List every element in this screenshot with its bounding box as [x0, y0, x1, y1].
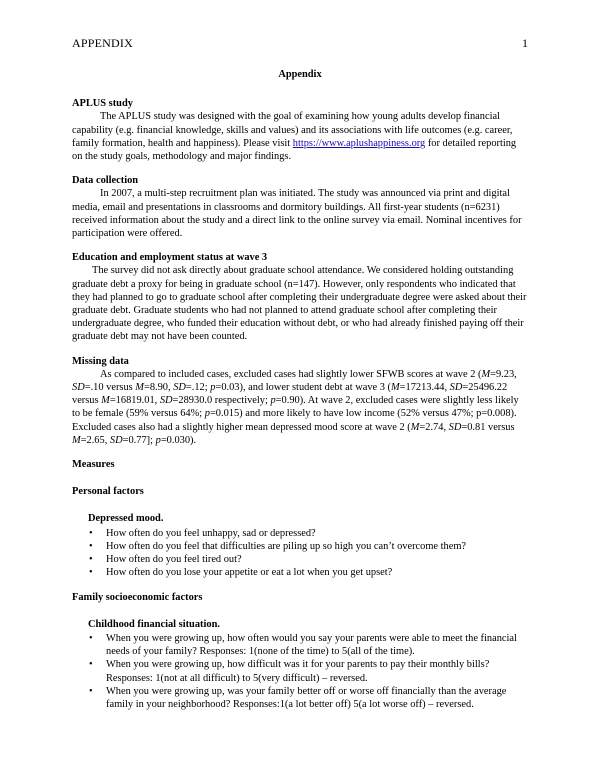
subheading-childhood-financial: Childhood financial situation. — [88, 618, 220, 630]
text-run: =0.77]; — [122, 434, 156, 446]
text-run: As compared to included cases, excluded cases had slightly lower SFWB scores at wave 2 ( — [100, 368, 482, 380]
text-run: =9.23, — [490, 368, 517, 380]
childhood-financial-list — [72, 632, 528, 711]
text-run: =17213.44, — [399, 382, 450, 394]
stat-symbol: M — [410, 421, 420, 433]
running-head: APPENDIX — [72, 36, 133, 50]
page-title: Appendix — [278, 69, 322, 80]
bullet-icon: • — [89, 685, 93, 697]
stat-symbol: M — [72, 434, 81, 446]
list-item — [72, 566, 528, 579]
aplus-paragraph — [72, 110, 528, 163]
list-item-text: When you were growing up, how difficult was it for your parents to pay their monthly bills? Responses: 1(not at all difficult) to 5(very difficult) – reversed. — [106, 659, 490, 684]
stat-symbol: M — [135, 382, 144, 394]
stat-symbol: p — [204, 408, 210, 420]
section-heading-education: Education and employment status at wave 3 — [72, 252, 268, 264]
stat-symbol: p — [270, 395, 276, 407]
text-run: =.10 versus — [84, 382, 136, 394]
stat-symbol: p — [210, 382, 216, 394]
bullet-icon: • — [89, 554, 93, 566]
stat-symbol: SD — [159, 395, 173, 407]
text-run: =0.81 versus — [461, 421, 515, 433]
page-number: 1 — [522, 36, 528, 50]
text-run: =2.74, — [419, 421, 449, 433]
section-heading-aplus: APLUS study — [72, 98, 133, 110]
list-item — [72, 540, 528, 553]
stat-symbol: M — [481, 368, 491, 380]
stat-symbol: SD — [173, 382, 186, 394]
stat-symbol: SD — [449, 382, 463, 394]
stat-symbol: SD — [72, 382, 85, 394]
section-heading-measures: Measures — [72, 459, 115, 471]
list-item-text: How often do you feel tired out? — [106, 554, 242, 566]
list-item — [72, 553, 528, 566]
stat-symbol: p — [155, 434, 161, 446]
list-item-text: How often do you feel unhappy, sad or depressed? — [106, 527, 316, 539]
bullet-icon: • — [89, 527, 93, 539]
text-run: =0.030). — [160, 434, 197, 446]
text-run: =0.03), and lower student debt at wave 3 ( — [215, 382, 391, 394]
text-run: =8.90, — [143, 382, 174, 394]
list-item — [72, 632, 528, 658]
stat-symbol: M — [101, 395, 110, 407]
document-body — [72, 68, 528, 711]
text-run: =28930.0 respectively; — [172, 395, 271, 407]
list-item — [72, 685, 528, 711]
list-item-text: How often do you feel that difficulties are piling up so high you can’t overcome them? — [106, 540, 467, 552]
stat-symbol: SD — [448, 421, 462, 433]
list-item — [72, 658, 528, 684]
list-item-text: When you were growing up, was your family better off or worse off financially than the average family in your neighborhood? Responses:1(a lot better off) 5(a lot worse off) – reversed. — [106, 685, 507, 710]
text-run: =0.90). At wave 2, excluded cases were slightly less likely to be female (59% versus 64%; — [72, 395, 519, 420]
text-run: =16819.01, — [109, 395, 160, 407]
bullet-icon: • — [89, 540, 93, 552]
section-heading-data-collection: Data collection — [72, 175, 139, 187]
education-paragraph: The survey did not ask directly about graduate school attendance. We considered holding outstanding graduate debt a proxy for being in graduate school (n=147). However, only respondents who indicated that they had planned to go to graduate school after completing their undergraduate degree were asked about their graduate debt. Graduate students who had not planned to attend graduate school after completing their undergraduate degree, who funded their education without debt, or who had already finished paying off their graduate debt may not have been counted. — [72, 265, 527, 343]
text-run: =25496.22 versus — [72, 382, 508, 407]
bullet-icon: • — [89, 632, 93, 644]
subheading-depressed-mood: Depressed mood. — [88, 513, 164, 525]
stat-symbol: M — [390, 382, 400, 394]
bullet-icon: • — [89, 659, 93, 671]
text-run: =.12; — [185, 382, 211, 394]
text-run: =0.015) and more likely to have low income (52% versus 47%; p=0.008). Excluded cases also had a slightly higher mean depressed mood score at wave 2 ( — [72, 408, 517, 433]
aplus-text-2: for detailed reporting on the study goals, methodology and major findings. — [72, 137, 517, 163]
section-heading-family-factors: Family socioeconomic factors — [72, 591, 203, 603]
aplus-text-1: The APLUS study was designed with the goal of examining how young adults develop financial capability (e.g. financial knowledge, skills and values) and its associations with life outcomes (e.g. career, family formation, health and happiness). Please visit — [72, 111, 513, 149]
section-heading-personal-factors: Personal factors — [72, 486, 144, 498]
stat-symbol: SD — [109, 434, 123, 446]
depressed-mood-list — [72, 527, 528, 580]
missing-data-paragraph — [72, 368, 528, 447]
list-item-text: How often do you lose your appetite or eat a lot when you get upset? — [106, 567, 393, 579]
text-run: =2.65, — [80, 434, 110, 446]
list-item — [72, 527, 528, 540]
bullet-icon: • — [89, 567, 93, 579]
aplus-website-link[interactable]: https://www.aplushappiness.org — [292, 137, 426, 149]
list-item-text: When you were growing up, how often would you say your parents were able to meet the financial needs of your family? Responses: 1(none of the time) to 5(all of the time). — [106, 632, 517, 658]
data-collection-paragraph: In 2007, a multi-step recruitment plan was initiated. The study was announced via print and digital media, email and presentations in classrooms and dormitory buildings. All first-year students (n=6231) received information about the study and a direct link to the online survey via email. Nominal incentives for participation were offered. — [72, 188, 522, 240]
section-heading-missing-data: Missing data — [72, 355, 129, 367]
